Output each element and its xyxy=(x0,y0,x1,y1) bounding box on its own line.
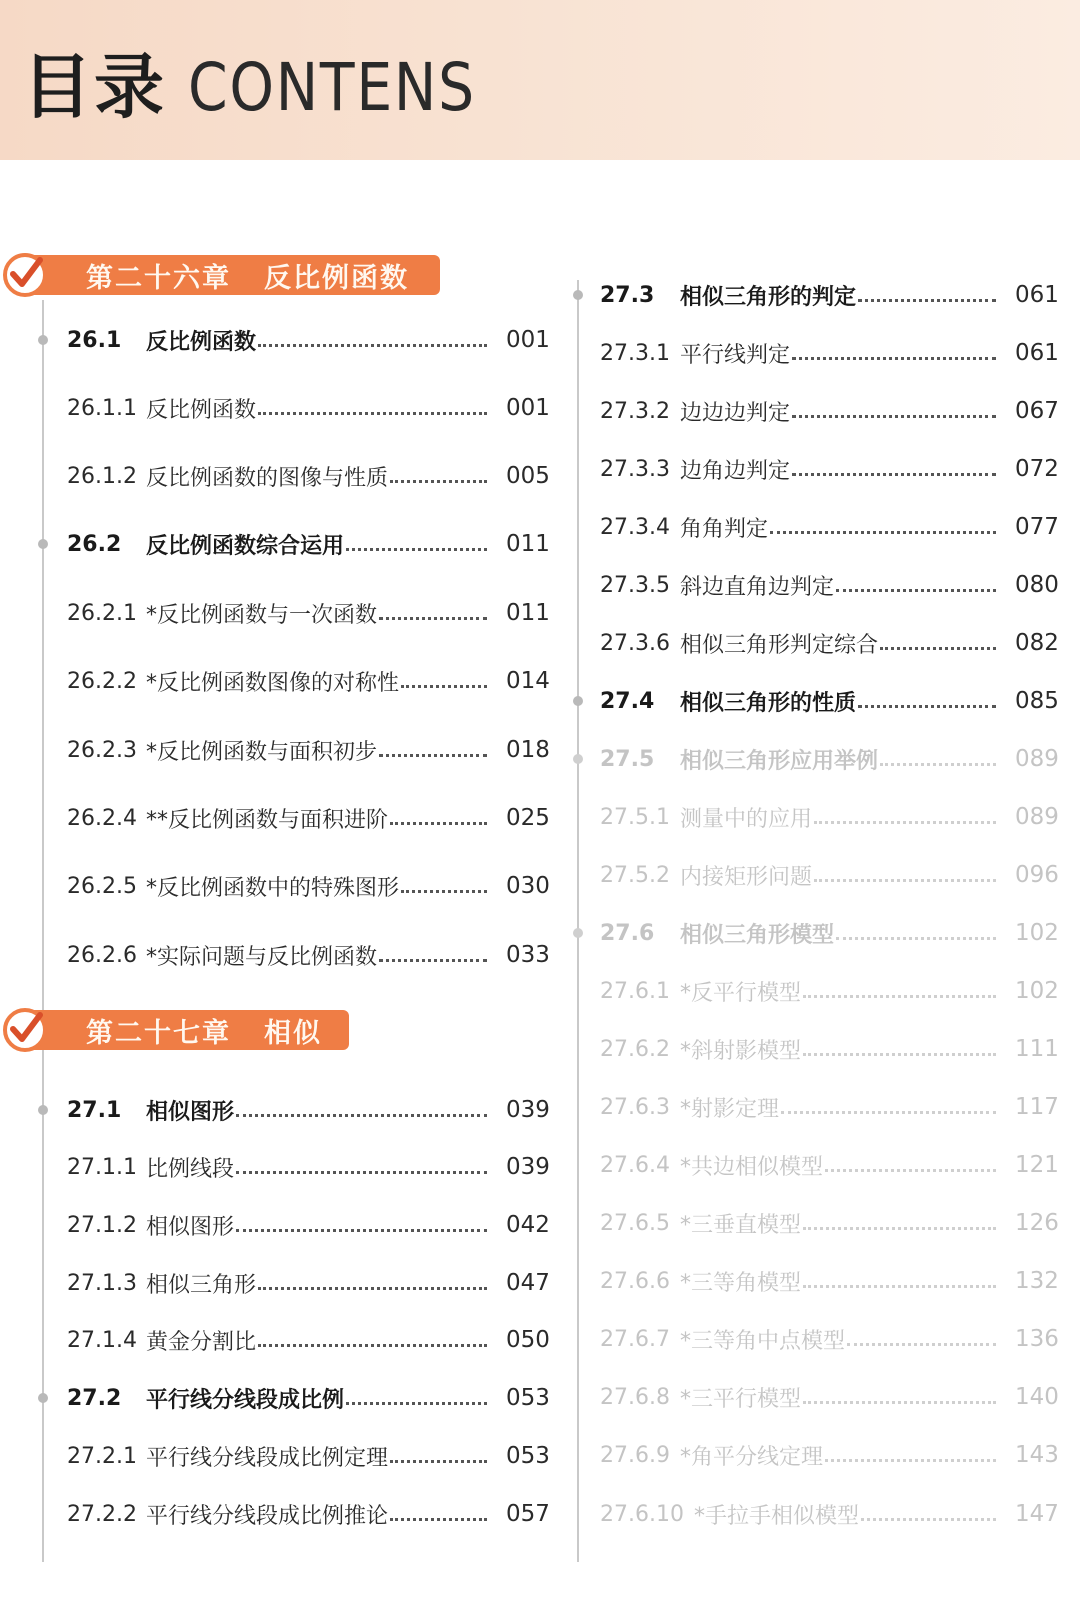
toc-item-row[interactable] xyxy=(0,449,1080,489)
toc-item-row[interactable] xyxy=(0,565,1080,605)
leader-dots xyxy=(825,1459,996,1462)
toc-title: *斜射影模型 xyxy=(680,1038,802,1064)
toc-page-number: 061 xyxy=(1015,340,1059,366)
toc-title: 相似三角形模型 xyxy=(680,922,835,948)
toc-number: 27.5 xyxy=(600,746,655,772)
toc-page-number: 140 xyxy=(1015,1384,1059,1410)
page-title-english: CONTENS xyxy=(188,49,476,126)
leader-dots xyxy=(880,763,996,766)
page-title: 目录 xyxy=(22,46,166,128)
toc-number: 26.1.2 xyxy=(67,463,137,489)
leader-dots xyxy=(379,959,487,962)
toc-page-number: 061 xyxy=(1015,282,1059,308)
toc-number: 27.6.9 xyxy=(600,1442,670,1468)
leader-dots xyxy=(836,937,996,940)
leader-dots xyxy=(847,1343,996,1346)
leader-dots xyxy=(770,531,996,534)
header-banner xyxy=(0,0,1080,160)
toc-title: 相似三角形 xyxy=(146,1272,257,1298)
toc-section-row[interactable] xyxy=(0,913,1080,953)
toc-title: *角平分线定理 xyxy=(680,1444,824,1470)
toc-item-row[interactable] xyxy=(0,1087,1080,1127)
toc-item-row[interactable] xyxy=(0,391,1080,431)
toc-number: 27.2 xyxy=(67,1385,122,1411)
toc-item-row[interactable] xyxy=(0,333,1080,373)
toc-number: 27.4 xyxy=(600,688,655,714)
toc-page-number: 072 xyxy=(1015,456,1059,482)
toc-item-row[interactable] xyxy=(0,971,1080,1011)
toc-title: *反比例函数与面积初步 xyxy=(146,739,378,765)
toc-page-number: 080 xyxy=(1015,572,1059,598)
toc-title: 相似三角形的判定 xyxy=(680,284,857,310)
toc-number: 26.1 xyxy=(67,327,122,353)
toc-item-row[interactable] xyxy=(0,1377,1080,1417)
toc-title: 反比例函数综合运用 xyxy=(146,533,345,559)
toc-item-row[interactable] xyxy=(0,1203,1080,1243)
toc-title: 相似三角形的性质 xyxy=(680,690,857,716)
leader-dots xyxy=(803,1401,996,1404)
toc-number: 26.2.1 xyxy=(67,600,137,626)
toc-page-number: 057 xyxy=(506,1501,550,1527)
toc-number: 27.3 xyxy=(600,282,655,308)
toc-number: 27.3.2 xyxy=(600,398,670,424)
leader-dots xyxy=(814,879,996,882)
toc-title: *三垂直模型 xyxy=(680,1212,802,1238)
toc-page-number: 136 xyxy=(1015,1326,1059,1352)
toc-title: *反比例函数中的特殊图形 xyxy=(146,875,400,901)
toc-number: 27.6 xyxy=(600,920,655,946)
chapter-number: 第二十七章 xyxy=(86,1017,231,1049)
toc-page-number: 042 xyxy=(506,1212,550,1238)
toc-number: 27.1.3 xyxy=(67,1270,137,1296)
toc-title: 角角判定 xyxy=(680,516,769,542)
toc-title: 平行线分线段成比例 xyxy=(146,1387,345,1413)
toc-page-number: 089 xyxy=(1015,746,1059,772)
leader-dots xyxy=(792,357,996,360)
toc-number: 27.6.10 xyxy=(600,1501,684,1527)
toc-title: 黄金分割比 xyxy=(146,1329,257,1355)
toc-page-number: 053 xyxy=(506,1385,550,1411)
toc-page-number: 121 xyxy=(1015,1152,1059,1178)
toc-page-number: 053 xyxy=(506,1443,550,1469)
toc-item-row[interactable] xyxy=(0,507,1080,547)
toc-title: 相似三角形判定综合 xyxy=(680,632,879,658)
toc-title: **反比例函数与面积进阶 xyxy=(146,807,389,833)
toc-number: 27.2.2 xyxy=(67,1501,137,1527)
toc-number: 26.2.3 xyxy=(67,737,137,763)
toc-title: *反比例函数与一次函数 xyxy=(146,602,378,628)
timeline-node-icon xyxy=(573,696,583,706)
leader-dots xyxy=(880,647,996,650)
toc-title: *三平行模型 xyxy=(680,1386,802,1412)
toc-number: 27.3.3 xyxy=(600,456,670,482)
toc-item-row[interactable] xyxy=(0,1261,1080,1301)
toc-section-row[interactable] xyxy=(0,739,1080,779)
toc-title: *实际问题与反比例函数 xyxy=(146,944,378,970)
toc-number: 27.5.2 xyxy=(600,862,670,888)
toc-title: 比例线段 xyxy=(146,1156,235,1182)
toc-title: *三等角模型 xyxy=(680,1270,802,1296)
toc-number: 27.1.2 xyxy=(67,1212,137,1238)
toc-item-row[interactable] xyxy=(0,1435,1080,1475)
leader-dots xyxy=(803,1285,996,1288)
toc-number: 26.2.6 xyxy=(67,942,137,968)
toc-number: 26.2.4 xyxy=(67,805,137,831)
toc-item-row[interactable] xyxy=(0,1145,1080,1185)
toc-number: 27.1.1 xyxy=(67,1154,137,1180)
toc-title: 反比例函数 xyxy=(146,397,257,423)
toc-title: 平行线分线段成比例推论 xyxy=(146,1503,389,1529)
toc-item-row[interactable] xyxy=(0,1319,1080,1359)
toc-page-number: 001 xyxy=(506,395,550,421)
toc-page-number: 005 xyxy=(506,463,550,489)
toc-title: 相似三角形应用举例 xyxy=(680,748,879,774)
toc-number: 27.3.5 xyxy=(600,572,670,598)
toc-number: 27.6.3 xyxy=(600,1094,670,1120)
toc-page-number: 001 xyxy=(506,327,550,353)
toc-item-row[interactable] xyxy=(0,1029,1080,1069)
toc-title: *反比例函数图像的对称性 xyxy=(146,670,400,696)
toc-number: 27.2.1 xyxy=(67,1443,137,1469)
toc-title: *射影定理 xyxy=(680,1096,780,1122)
leader-dots xyxy=(861,1518,996,1521)
toc-number: 27.6.8 xyxy=(600,1384,670,1410)
toc-title: 反比例函数的图像与性质 xyxy=(146,465,389,491)
leader-dots xyxy=(781,1111,996,1114)
toc-page-number: 039 xyxy=(506,1097,550,1123)
toc-title: 测量中的应用 xyxy=(680,806,813,832)
timeline-node-icon xyxy=(573,290,583,300)
leader-dots xyxy=(814,821,996,824)
toc-title: 内接矩形问题 xyxy=(680,864,813,890)
toc-number: 27.6.4 xyxy=(600,1152,670,1178)
toc-page-number: 089 xyxy=(1015,804,1059,830)
toc-number: 27.3.4 xyxy=(600,514,670,540)
toc-title: 反比例函数 xyxy=(146,329,257,355)
toc-number: 26.2.2 xyxy=(67,668,137,694)
toc-page-number: 102 xyxy=(1015,920,1059,946)
toc-page-number: 096 xyxy=(1015,862,1059,888)
chapter-name: 相似 xyxy=(264,1017,322,1049)
chapter-name: 反比例函数 xyxy=(264,262,409,294)
leader-dots xyxy=(346,548,487,551)
leader-dots xyxy=(792,415,996,418)
toc-title: 边边边判定 xyxy=(680,400,791,426)
leader-dots xyxy=(792,473,996,476)
toc-number: 27.1.4 xyxy=(67,1327,137,1353)
toc-number: 27.6.1 xyxy=(600,978,670,1004)
leader-dots xyxy=(836,589,996,592)
toc-number: 26.2 xyxy=(67,531,122,557)
timeline-node-icon xyxy=(573,754,583,764)
toc-page-number: 018 xyxy=(506,737,550,763)
toc-page-number: 014 xyxy=(506,668,550,694)
toc-number: 26.1.1 xyxy=(67,395,137,421)
toc-page-number: 067 xyxy=(1015,398,1059,424)
toc-page-number: 047 xyxy=(506,1270,550,1296)
toc-page-number: 011 xyxy=(506,600,550,626)
toc-number: 27.6.7 xyxy=(600,1326,670,1352)
toc-item-row[interactable] xyxy=(0,855,1080,895)
toc-title: *共边相似模型 xyxy=(680,1154,824,1180)
toc-item-row[interactable] xyxy=(0,1494,1080,1534)
toc-number: 27.6.6 xyxy=(600,1268,670,1294)
toc-title: *反平行模型 xyxy=(680,980,802,1006)
toc-page-number: 082 xyxy=(1015,630,1059,656)
chapter-number: 第二十六章 xyxy=(86,262,231,294)
toc-page-number: 117 xyxy=(1015,1094,1059,1120)
leader-dots xyxy=(803,1227,996,1230)
toc-page-number: 132 xyxy=(1015,1268,1059,1294)
toc-title: 斜边直角边判定 xyxy=(680,574,835,600)
timeline-node-icon xyxy=(573,928,583,938)
leader-dots xyxy=(825,1169,996,1172)
toc-title: 平行线判定 xyxy=(680,342,791,368)
toc-title: 相似图形 xyxy=(146,1214,235,1240)
toc-page-number: 050 xyxy=(506,1327,550,1353)
toc-title: *三等角中点模型 xyxy=(680,1328,846,1354)
toc-page-number: 143 xyxy=(1015,1442,1059,1468)
toc-page-number: 085 xyxy=(1015,688,1059,714)
toc-item-row[interactable] xyxy=(0,623,1080,663)
toc-page-number: 126 xyxy=(1015,1210,1059,1236)
toc-page-number: 025 xyxy=(506,805,550,831)
toc-page-number: 011 xyxy=(506,531,550,557)
toc-page-number: 030 xyxy=(506,873,550,899)
toc-title: *手拉手相似模型 xyxy=(694,1503,860,1529)
toc-number: 27.1 xyxy=(67,1097,122,1123)
toc-number: 27.3.1 xyxy=(600,340,670,366)
toc-title: 相似图形 xyxy=(146,1099,235,1125)
leader-dots xyxy=(858,299,996,302)
toc-number: 26.2.5 xyxy=(67,873,137,899)
toc-page-number: 033 xyxy=(506,942,550,968)
toc-number: 27.5.1 xyxy=(600,804,670,830)
toc-number: 27.6.2 xyxy=(600,1036,670,1062)
toc-page-number: 077 xyxy=(1015,514,1059,540)
toc-page-number: 111 xyxy=(1015,1036,1059,1062)
toc-number: 27.3.6 xyxy=(600,630,670,656)
leader-dots xyxy=(803,995,996,998)
leader-dots xyxy=(803,1053,996,1056)
toc-page-number: 039 xyxy=(506,1154,550,1180)
toc-title: 平行线分线段成比例定理 xyxy=(146,1445,389,1471)
leader-dots xyxy=(379,617,487,620)
toc-number: 27.6.5 xyxy=(600,1210,670,1236)
leader-dots xyxy=(858,705,996,708)
toc-section-row[interactable] xyxy=(0,275,1080,315)
toc-page-number: 147 xyxy=(1015,1501,1059,1527)
toc-page-number: 102 xyxy=(1015,978,1059,1004)
toc-title: 边角边判定 xyxy=(680,458,791,484)
toc-item-row[interactable] xyxy=(0,797,1080,837)
toc-section-row[interactable] xyxy=(0,681,1080,721)
